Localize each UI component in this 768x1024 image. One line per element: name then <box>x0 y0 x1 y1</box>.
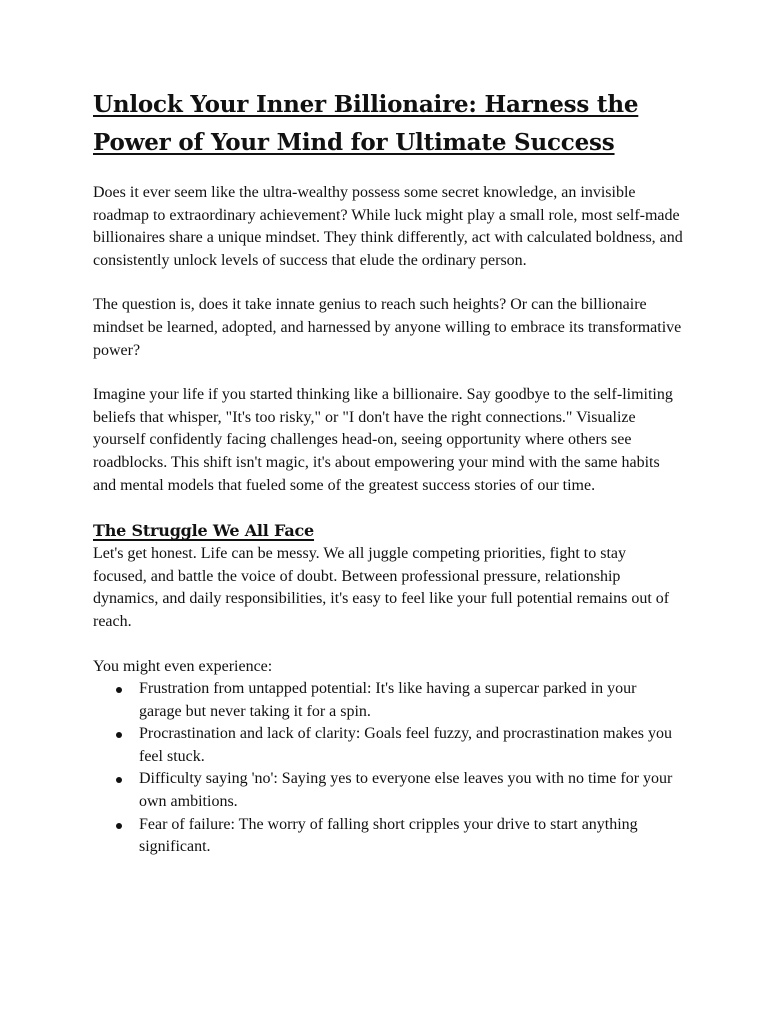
section-heading: The Struggle We All Face <box>93 521 315 541</box>
list-item-text: Fear of failure: The worry of falling short cripples your drive to start anything significant. <box>139 815 638 856</box>
bullet-list <box>93 678 683 859</box>
list-item <box>93 814 683 859</box>
bullet-icon <box>116 732 122 738</box>
intro-paragraph-1: Does it ever seem like the ultra-wealthy possess some secret knowledge, an invisible roadmap to extraordinary achievement? While luck might play a small role, most self-made billionaires share a unique mindset. They think differently, act with calculated boldness, and consistently unlock levels of success that elude the ordinary person. <box>93 184 683 269</box>
list-intro: You might even experience: <box>93 657 273 675</box>
list-item-text: Difficulty saying 'no': Saying yes to everyone else leaves you with no time for your own ambitions. <box>139 770 673 811</box>
bullet-icon <box>116 823 122 829</box>
bullet-icon <box>116 687 122 693</box>
bullet-icon <box>116 777 122 783</box>
document-title: Unlock Your Inner Billionaire: Harness the Power of Your Mind for Ultimate Success <box>93 91 639 156</box>
intro-paragraph-3: Imagine your life if you started thinking like a billionaire. Say goodbye to the self-limiting beliefs that whisper, "It's too risky," or "I don't have the right connections." Visualize yourself confidently facing challenges head-on, seeing opportunity where others see roadblocks. This shift isn't magic, it's about empowering your mind with the same habits and mental models that fueled some of the greatest success stories of our time. <box>93 386 673 494</box>
list-item <box>93 678 683 723</box>
document-page <box>93 86 683 859</box>
list-item <box>93 768 683 813</box>
list-item-text: Frustration from untapped potential: It's like having a supercar parked in your garage but never taking it for a spin. <box>139 680 637 720</box>
intro-paragraph-2: The question is, does it take innate genius to reach such heights? Or can the billionaire mindset be learned, adopted, and harnessed by anyone willing to embrace its transformative power? <box>93 296 682 359</box>
list-item <box>93 723 683 768</box>
list-item-text: Procrastination and lack of clarity: Goals feel fuzzy, and procrastination makes you feel stuck. <box>139 725 672 765</box>
section-paragraph: Let's get honest. Life can be messy. We all juggle competing priorities, fight to stay focused, and battle the voice of doubt. Between professional pressure, relationship dynamics, and daily responsibilities, it's easy to feel like your full potential remains out of reach. <box>93 545 670 630</box>
